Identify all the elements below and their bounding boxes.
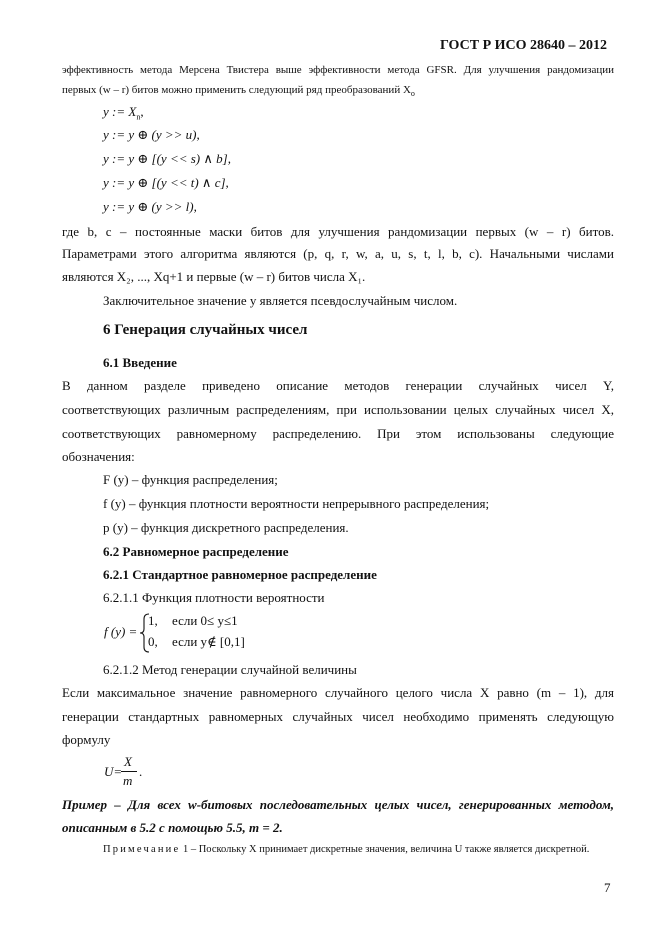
pdf-lhs: f (y) =: [104, 624, 138, 639]
definition-pmf: p (y) – функция дискретного распределения.: [103, 520, 349, 535]
section-6-1-heading: 6.1 Введение: [103, 355, 177, 370]
section-6-2-heading: 6.2 Равномерное распределение: [103, 544, 289, 559]
uniform-formula: [104, 754, 164, 790]
transform-5: y := y ⊕ (y >> l),: [103, 199, 197, 214]
params-line-3: являются X₂, ..., Xq+1 и первые (w – r) битов числа X₁.: [62, 269, 366, 284]
intro-paragraph-line-3: соответствующих равномерному распределению. При этом использованы следующие: [62, 426, 614, 441]
note-text: 1 – Поскольку X принимает дискретные значения, величина U также является дискретной.: [180, 844, 590, 855]
section-6-2-1-heading: 6.2.1 Стандартное равномерное распределение: [103, 567, 377, 582]
note: [103, 844, 589, 855]
pdf-case-2-condition: если y∉ [0,1]: [172, 634, 245, 649]
transform-2: y := y ⊕ (y >> u),: [103, 127, 200, 142]
example-line-1: Пример – Для всех w-битовых последовательных целых чисел, генерированных методом,: [62, 797, 614, 812]
params-line-2: Параметрами этого алгоритма являются (p, q, r, w, a, u, s, t, l, b, c). Начальными числами: [62, 246, 614, 261]
intro-line-1: эффективность метода Мерсена Твистера выше эффективности метода GFSR. Для улучшения рандомизации: [62, 64, 614, 76]
definition-cdf: F (y) – функция распределения;: [103, 472, 278, 487]
formula-lhs: U=: [104, 764, 123, 779]
pdf-case-1-value: 1,: [148, 613, 158, 628]
method-paragraph-line-2: генерации стандартных равномерных случайных чисел необходимо применять следующую: [62, 709, 614, 724]
note-label: Примечание: [103, 844, 181, 855]
final-paragraph: Заключительное значение y является псевдослучайным числом.: [103, 293, 458, 308]
transform-4: y := y ⊕ [(y << t) ∧ c],: [103, 175, 229, 190]
intro-line-2: первых (w – r) битов можно применить следующий ряд преобразований $X_o$: [62, 84, 415, 99]
method-paragraph-line-1: Если максимальное значение равномерного случайного целого числа X равно (m – 1), для: [62, 685, 614, 700]
pdf-case-1-condition: если 0≤ y≤1: [172, 613, 238, 628]
intro-paragraph-line-1: В данном разделе приведено описание методов генерации случайных чисел Y,: [62, 378, 614, 393]
params-line-1: где b, c – постоянные маски битов для улучшения рандомизации первых (w – r) битов.: [62, 224, 614, 239]
intro-paragraph-line-4: обозначения:: [62, 449, 135, 464]
formula-denominator: m: [123, 773, 133, 788]
section-6-2-1-1-heading: 6.2.1.1 Функция плотности вероятности: [103, 590, 325, 605]
transform-3: y := y ⊕ [(y << s) ∧ b],: [103, 151, 231, 166]
fraction-bar: [121, 771, 137, 772]
example-line-2: описанным в 5.2 с помощью 5.5, m = 2.: [62, 820, 283, 835]
standard-code-header: ГОСТ Р ИСО 28640 – 2012: [440, 38, 608, 53]
intro-paragraph-line-2: соответствующих различным распределениям, при использовании целых случайных чисел X,: [62, 402, 614, 417]
section-6-title: 6 Генерация случайных чисел: [103, 322, 308, 338]
page-number: 7: [604, 880, 611, 895]
definition-pdf: f (y) – функция плотности вероятности непрерывного распределения;: [103, 496, 490, 511]
section-6-2-1-2-heading: 6.2.1.2 Метод генерации случайной величины: [103, 662, 357, 677]
formula-tail: .: [139, 764, 143, 779]
method-paragraph-line-3: формулу: [62, 732, 111, 747]
pdf-case-2-value: 0,: [148, 634, 158, 649]
pdf-formula: [104, 613, 264, 653]
transform-1: y := $X_n$,: [103, 104, 144, 122]
formula-numerator: X: [124, 754, 132, 769]
